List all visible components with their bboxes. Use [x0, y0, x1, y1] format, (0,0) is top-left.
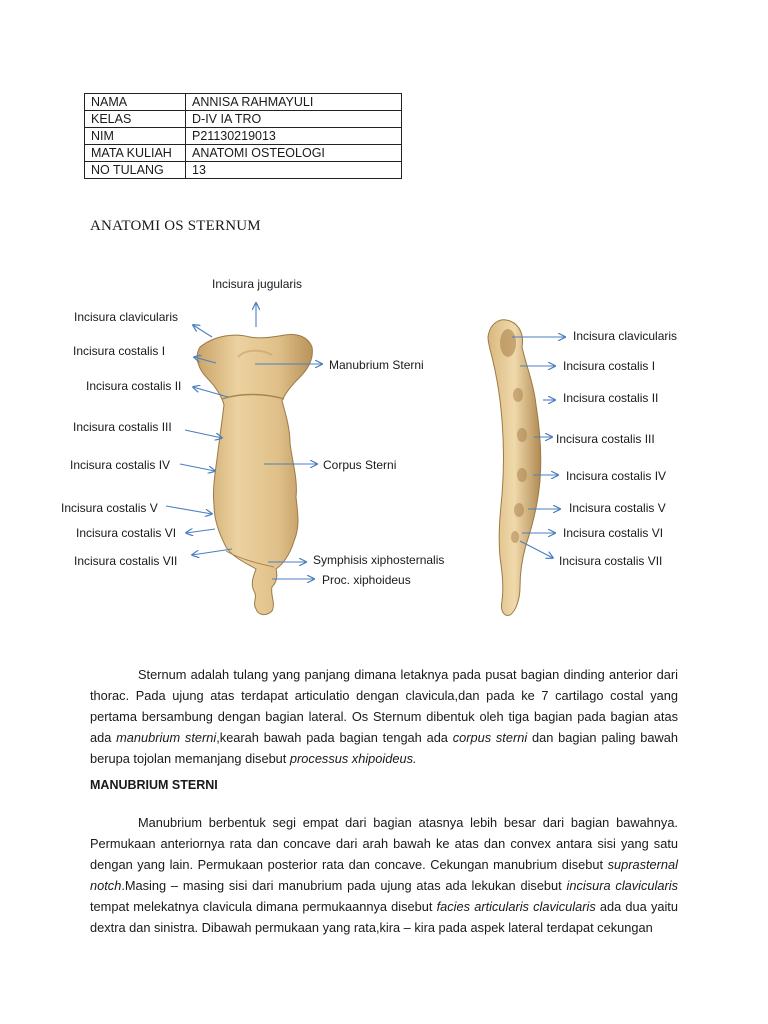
table-key: MATA KULIAH: [85, 145, 186, 162]
table-value: 13: [186, 162, 402, 179]
label-side-incisura-costalis-5: Incisura costalis V: [569, 501, 666, 515]
label-incisura-costalis-5: Incisura costalis V: [61, 501, 158, 515]
arrow: [180, 464, 215, 471]
text: dan bagian paling bawah berupa tojolan memanjang disebut: [90, 730, 678, 766]
italic-term: corpus sterni: [452, 730, 528, 745]
section-heading-manubrium: MANUBRIUM STERNI: [90, 778, 218, 792]
table-row: [85, 145, 402, 162]
text: tempat melekatnya clavicula dimana permukaannya disebut: [90, 899, 437, 914]
table-value: P21130219013: [186, 128, 402, 145]
sternum-side-view: [488, 320, 541, 616]
label-incisura-costalis-4: Incisura costalis IV: [70, 458, 171, 472]
table-key: KELAS: [85, 111, 186, 128]
paragraph-sternum: [90, 664, 678, 769]
text: .Masing – masing sisi dari manubrium pada ujung atas ada lekukan disebut: [121, 878, 567, 893]
label-side-incisura-costalis-1: Incisura costalis I: [563, 359, 656, 373]
text: Manubrium berbentuk segi empat dari bagian atasnya lebih besar dari bagian bawahnya. Permukaan anteriornya rata dan concave dari arah bawah ke atas dan convex antara sisi yang satu dengan yang lain. Permukaan posterior rata dan concave. Cekungan manubrium disebut: [90, 815, 678, 872]
text: Sternum adalah tulang yang panjang dimana letaknya pada pusat bagian dinding anterior dari thorac. Pada ujung atas terdapat articulatio dengan clavicula,dan pada ke 7 cartilago costal yang pertama bersambung dengan bagian lateral. Os Sternum dibentuk oleh tiga bagian pada bagian atas ada: [90, 667, 678, 745]
label-side-incisura-clavicularis: Incisura clavicularis: [573, 329, 678, 343]
table-value: D-IV IA TRO: [186, 111, 402, 128]
italic-term: facies articularis clavicularis: [436, 899, 596, 914]
table-row: [85, 162, 402, 179]
arrow: [192, 549, 232, 555]
table-value: ANNISA RAHMAYULI: [186, 94, 402, 111]
text: ada dua yaitu dextra dan sinistra. Dibawah permukaan yang rata,kira – kira pada aspek lateral terdapat cekungan: [90, 899, 678, 935]
table-row: [85, 94, 402, 111]
label-proc-xiphoideus: Proc. xiphoideus: [322, 573, 411, 587]
label-incisura-jugularis: Incisura jugularis: [212, 277, 303, 291]
table-key: NAMA: [85, 94, 186, 111]
italic-term: processus xhipoideus.: [289, 751, 417, 766]
table-key: NO TULANG: [85, 162, 186, 179]
label-side-incisura-costalis-3: Incisura costalis III: [556, 432, 655, 446]
label-side-incisura-costalis-4: Incisura costalis IV: [566, 469, 667, 483]
label-incisura-costalis-2: Incisura costalis II: [86, 379, 182, 393]
sternum-front-view: [197, 335, 312, 615]
table-row: [85, 111, 402, 128]
document-title: ANATOMI OS STERNUM: [90, 218, 261, 234]
label-side-incisura-costalis-7: Incisura costalis VII: [559, 554, 663, 568]
label-side-incisura-costalis-2: Incisura costalis II: [563, 391, 659, 405]
italic-term: incisura clavicularis: [566, 878, 678, 893]
table-value: ANATOMI OSTEOLOGI: [186, 145, 402, 162]
label-manubrium-sterni: Manubrium Sterni: [329, 358, 424, 372]
student-info-table: [84, 93, 402, 179]
label-incisura-costalis-7: Incisura costalis VII: [74, 554, 178, 568]
table-row: [85, 128, 402, 145]
label-incisura-costalis-6: Incisura costalis VI: [76, 526, 177, 540]
arrow: [186, 529, 215, 533]
label-incisura-clavicularis: Incisura clavicularis: [74, 310, 179, 324]
paragraph-manubrium: [90, 812, 678, 938]
table-key: NIM: [85, 128, 186, 145]
label-incisura-costalis-1: Incisura costalis I: [73, 344, 166, 358]
text: ,kearah bawah pada bagian tengah ada: [216, 730, 453, 745]
label-incisura-costalis-3: Incisura costalis III: [73, 420, 172, 434]
italic-term: manubrium sterni: [116, 730, 217, 745]
arrow: [166, 506, 212, 514]
arrow: [193, 325, 212, 337]
italic-term: suprasternal notch: [90, 857, 678, 893]
label-symphysis-xiphosternalis: Symphisis xiphosternalis: [313, 553, 445, 567]
label-side-incisura-costalis-6: Incisura costalis VI: [563, 526, 664, 540]
sternum-figure: [0, 265, 768, 625]
label-corpus-sterni: Corpus Sterni: [323, 458, 397, 472]
arrow: [185, 430, 222, 438]
